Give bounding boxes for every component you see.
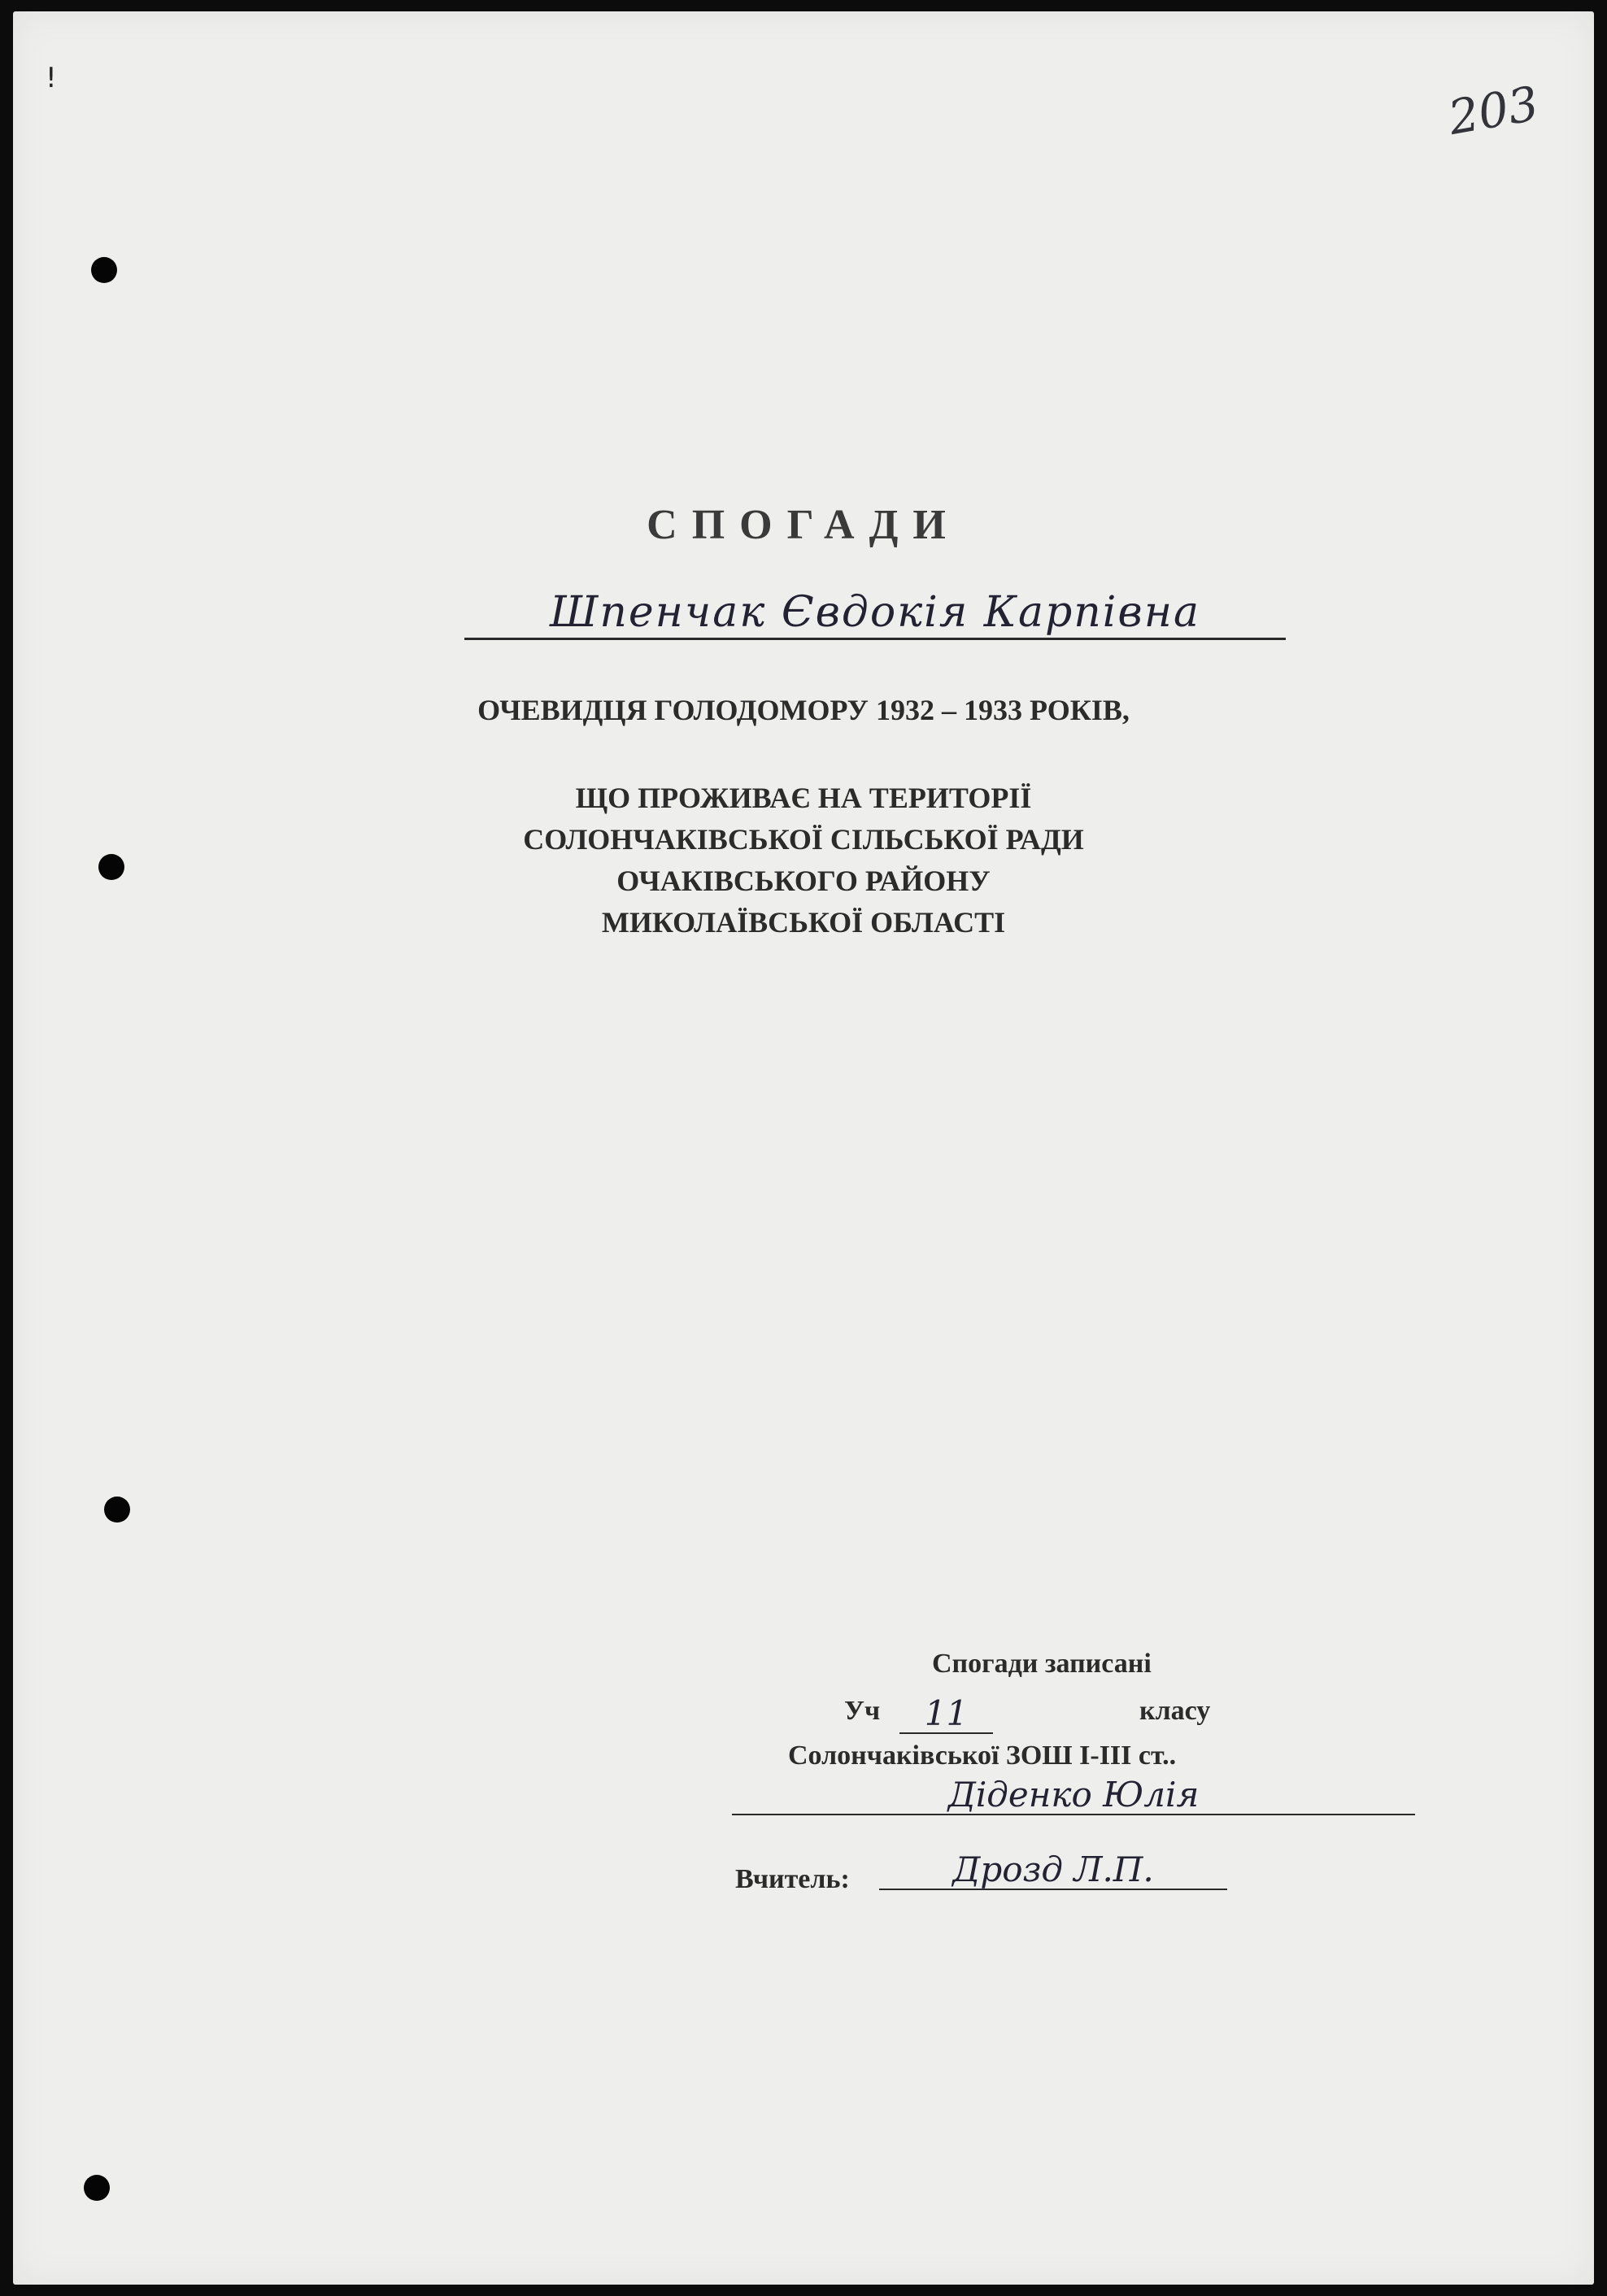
teacher-name: Дрозд Л.П. xyxy=(879,1851,1227,1890)
address-line: СОЛОНЧАКІВСЬКОЇ СІЛЬСЬКОЇ РАДИ xyxy=(523,823,1084,856)
grade-value: 11 xyxy=(899,1695,993,1734)
school-name: Солончаківської ЗОШ І-ІІІ ст.. xyxy=(788,1741,1177,1771)
student-name: Діденко Юлія xyxy=(732,1776,1415,1815)
punch-hole xyxy=(91,257,117,283)
recorded-heading: Спогади записані xyxy=(932,1649,1152,1679)
witness-subtitle: ОЧЕВИДЦЯ ГОЛОДОМОРУ 1932 – 1933 РОКІВ, xyxy=(477,694,1130,726)
document-page xyxy=(13,11,1594,2285)
teacher-label: Вчитель: xyxy=(735,1864,850,1894)
student-prefix: Уч xyxy=(844,1696,881,1726)
document-title: СПОГАДИ xyxy=(647,502,960,548)
margin-mark: ! xyxy=(46,62,57,94)
class-word: класу xyxy=(1139,1696,1211,1726)
punch-hole xyxy=(104,1497,130,1523)
address-line: ОЧАКІВСЬКОГО РАЙОНУ xyxy=(616,865,991,897)
address-line: МИКОЛАЇВСЬКОЇ ОБЛАСТІ xyxy=(601,906,1006,939)
page-number: 203 xyxy=(1444,75,1544,146)
punch-hole xyxy=(84,2175,110,2201)
witness-name: Шпенчак Євдокія Карпівна xyxy=(464,587,1286,640)
address-block xyxy=(13,778,1594,943)
address-line: ЩО ПРОЖИВАЄ НА ТЕРИТОРІЇ xyxy=(575,782,1032,814)
